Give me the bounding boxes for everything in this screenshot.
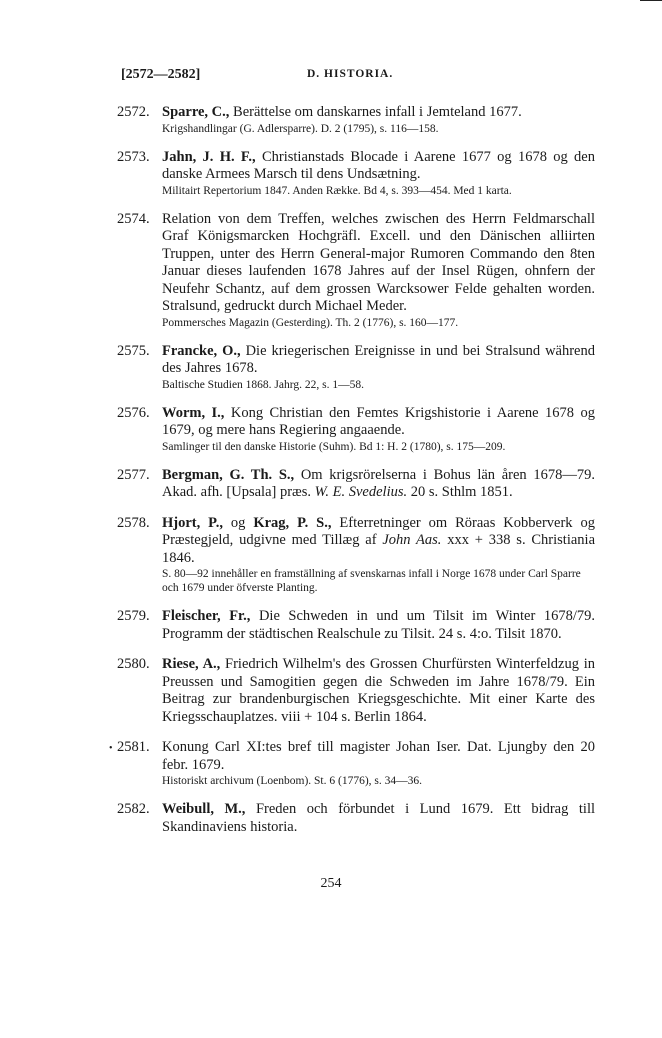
entry-2580: [117, 656, 595, 726]
source: Historiskt archivum (Loenbom). St. 6 (1776), s. 34—36.: [162, 775, 423, 787]
entry-2572: [117, 104, 595, 136]
source: Pommersches Magazin (Gesterding). Th. 2 (1776), s. 160—177.: [162, 316, 459, 329]
author: Fleischer, Fr.,: [162, 608, 251, 624]
entry-2576: [117, 405, 595, 454]
entry-range: [2572—2582]: [121, 67, 201, 82]
entry-number: 2580.: [117, 656, 150, 672]
top-rule: [640, 0, 662, 1]
imprint: xxx + 338 s. Christiania 1846.: [162, 532, 596, 566]
entry-number: 2582.: [117, 801, 150, 817]
entry-2577: [117, 467, 595, 502]
entry-number: 2573.: [117, 148, 150, 165]
title: Freden och förbundet i Lund 1679. Ett bidrag till Skandinaviens historia.: [162, 801, 595, 835]
title: Om krigsrörelserna i Bohus län åren 1678—79. Akad. afh. [Upsala] præs.: [162, 466, 595, 500]
source: Krigshandlingar (G. Adlersparre). D. 2 (1795), s. 116—158.: [162, 122, 439, 135]
bibliography-list: [109, 104, 596, 849]
source: Militairt Repertorium 1847. Anden Række. Bd 4, s. 393—454. Med 1 karta.: [162, 184, 512, 197]
author: Weibull, M.,: [162, 801, 246, 817]
title: Berättelse om danskarnes infall i Jemteland 1677.: [229, 104, 522, 120]
author: Riese, A.,: [162, 656, 221, 672]
editor: John Aas.: [382, 532, 442, 548]
title: Christianstads Blocade i Aarene 1677 og 1678 og den danske Armees Marsch til dens Undsætning.: [162, 148, 595, 182]
entry-2582: [117, 801, 595, 836]
entry-number: 2577.: [117, 466, 150, 483]
entry-number: 2575.: [117, 342, 150, 359]
entry-number: 2581.: [117, 739, 150, 755]
entry-number: 2572.: [117, 104, 150, 120]
title: Die kriegerischen Ereignisse in und bei Stralsund während des Jahres 1678.: [162, 342, 595, 376]
entry-2581: [109, 739, 595, 788]
praeses: W. E. Svedelius.: [314, 484, 408, 500]
title: Relation von dem Treffen, welches zwischen des Herrn Feldmarschall Graf Königsmarcken Hochgräfl. Excell. und den Dänischen alliirten Truppen, unter des Herrn General-major Rumoren Commando den 8ten Januar dieses laufenden 1678 Jahres auf der Insel Rügen, ohnfern der Neufehr Schantz, auf dem grossen Warcksower Felde gehalten worden. Stralsund, gedruckt durch Michael Meder.: [162, 210, 595, 314]
author: Jahn, J. H. F.,: [162, 148, 256, 165]
imprint: 20 s. Sthlm 1851.: [407, 484, 513, 500]
author: Bergman, G. Th. S.,: [162, 466, 295, 483]
entry-number: 2576.: [117, 404, 150, 421]
entry-number: 2578.: [117, 514, 150, 531]
title: Friedrich Wilhelm's des Grossen Churfürsten Winterfeldzug in Preussen und Samogitien gegen die Schweden im Jahre 1678/79. Ein Beitrag zur brandenburgischen Kriegsgeschichte. Mit einer Karte des Kriegsschauplatzes. viii + 104 s. Berlin 1864.: [162, 656, 595, 725]
entry-2578: 2578. Hjort, P., og Krag, P. S., Efterretninger om Röraas Kobberverk og Præstegjeld, udgivne med Tillæg af John Aas. xxx + 338 s. Christiania 1846. S. 80—92 innehåller en framställning af svenskarnas infall i Norge 1678 under Carl Sparre och 1679 under öfverste Planting.: [117, 514, 596, 594]
margin-mark: •: [109, 743, 113, 754]
author: Worm, I.,: [162, 404, 225, 421]
running-header: [121, 67, 593, 87]
entry-number: 2579.: [117, 608, 150, 624]
title: Efterretninger om Röraas Kobberverk og Præstegjeld, udgivne med Tillæg af: [162, 514, 595, 548]
page-number: 254: [320, 876, 342, 891]
entry-2575: [117, 343, 595, 392]
author: Francke, O.,: [162, 342, 241, 359]
author: Hjort, P.,: [162, 514, 223, 531]
author: Sparre, C.,: [162, 104, 230, 120]
second-author: Krag, P. S.,: [253, 514, 332, 531]
title: Konung Carl XI:tes bref till magister Johan Iser. Dat. Ljungby den 20 febr. 1679.: [162, 739, 595, 773]
entry-2574: [117, 211, 595, 330]
entry-2579: [117, 608, 595, 643]
entry-number: 2574.: [117, 210, 150, 227]
entry-2573: [117, 149, 595, 198]
section-title: D. HISTORIA.: [307, 68, 394, 80]
source: Baltische Studien 1868. Jahrg. 22, s. 1—58.: [162, 378, 364, 391]
source: Samlinger til den danske Historie (Suhm). Bd 1: H. 2 (1780), s. 175—209.: [162, 440, 506, 453]
note: S. 80—92 innehåller en framställning af svenskarnas infall i Norge 1678 under Carl Sparre och 1679 under öfverste Planting.: [162, 568, 581, 594]
title: Kong Christian den Femtes Krigshistorie i Aarene 1678 og 1679, og mere hans Regiering angaaende.: [162, 404, 595, 438]
title: Die Schweden in und um Tilsit im Winter 1678/79. Programm der städtischen Realschule zu Tilsit. 24 s. 4:o. Tilsit 1870.: [162, 608, 595, 642]
